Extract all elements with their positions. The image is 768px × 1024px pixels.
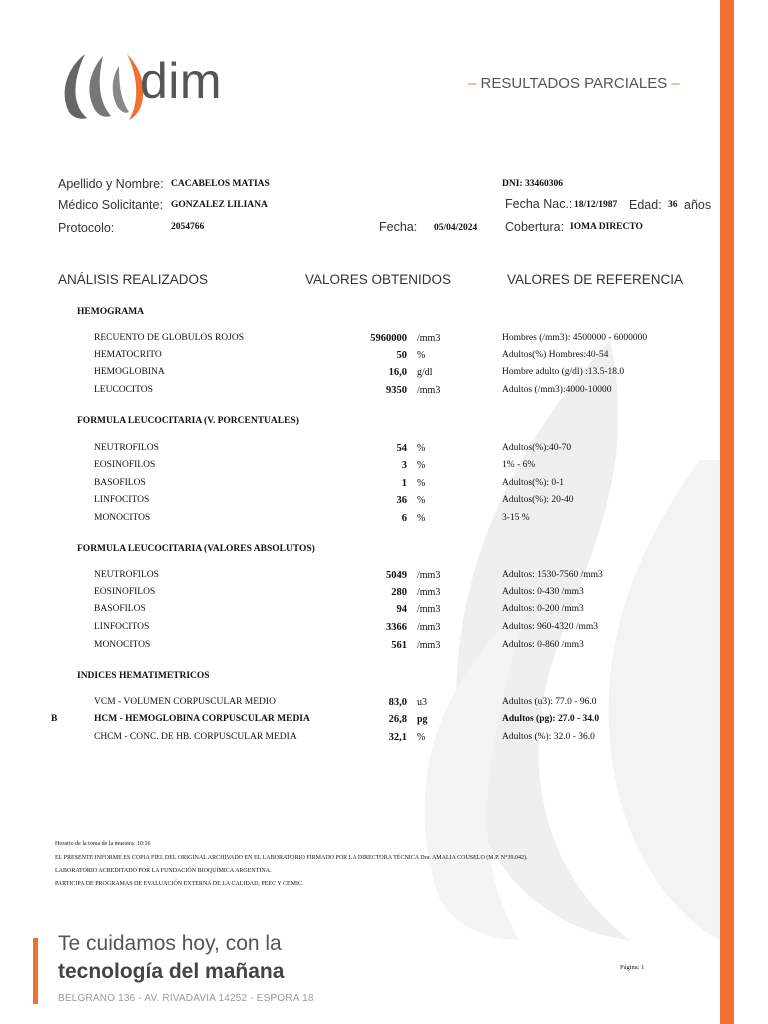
birth-label: Fecha Nac.: bbox=[505, 197, 573, 211]
result-name: HEMATOCRITO bbox=[94, 350, 162, 360]
date-label: Fecha: bbox=[379, 220, 418, 234]
result-reference: Adultos (pg): 27.0 - 34.0 bbox=[502, 714, 600, 724]
age-label: Edad: bbox=[629, 198, 662, 212]
doctor-label: Médico Solicitante: bbox=[58, 198, 163, 212]
footnote-copy-statement: EL PRESENTE INFORME ES COPIA FIEL DEL ORIGINAL ARCHIVADO EN EL LABORATORIO FIRMADO POR LA DIRECTORA TÉCNICA Dra. AMALIA COUSELO (M.P. N°39.042). bbox=[55, 855, 528, 861]
result-value: 36 bbox=[396, 495, 407, 506]
footnote-accreditation: LABORATORIO ACREDITADO POR LA FUNDACIÓN BIOQUÍMICA ARGENTINA. bbox=[55, 868, 272, 874]
coverage-label: Cobertura: bbox=[505, 220, 565, 234]
result-value: 6 bbox=[401, 513, 407, 524]
title-dash-right: – bbox=[671, 75, 680, 92]
protocol-number: 2054766 bbox=[171, 222, 205, 232]
result-value: 16,0 bbox=[388, 367, 407, 378]
result-unit: % bbox=[417, 732, 426, 743]
result-value: 5049 bbox=[386, 570, 407, 581]
result-value: 26,8 bbox=[388, 714, 407, 725]
result-name: NEUTROFILOS bbox=[94, 443, 159, 453]
result-reference: 1% - 6% bbox=[502, 460, 536, 470]
coverage-value: IOMA DIRECTO bbox=[570, 222, 643, 232]
result-reference: Adultos (%): 32.0 - 36.0 bbox=[502, 732, 595, 742]
result-unit: pg bbox=[417, 714, 428, 725]
result-value: 280 bbox=[391, 587, 407, 598]
footer-accent-bar bbox=[33, 938, 38, 1004]
age-value: 36 bbox=[668, 200, 678, 210]
column-header-analysis: ANÁLISIS REALIZADOS bbox=[58, 272, 209, 287]
result-reference: Adultos (u3): 77.0 - 96.0 bbox=[502, 697, 597, 707]
result-reference: Adultos(%) Hombres:40-54 bbox=[502, 350, 609, 360]
result-reference: Adultos: 960-4320 /mm3 bbox=[502, 622, 599, 632]
result-unit: /mm3 bbox=[417, 640, 441, 651]
result-unit: /mm3 bbox=[417, 570, 441, 581]
result-value: 561 bbox=[391, 640, 407, 651]
result-reference: Adultos: 1530-7560 /mm3 bbox=[502, 570, 603, 580]
section-title-hemograma: HEMOGRAMA bbox=[77, 307, 145, 317]
result-name: BASOFILOS bbox=[94, 478, 146, 488]
result-name: CHCM - CONC. DE HB. CORPUSCULAR MEDIA bbox=[94, 732, 297, 742]
result-row bbox=[0, 333, 720, 347]
result-name: MONOCITOS bbox=[94, 513, 151, 523]
result-reference: Adultos: 0-430 /mm3 bbox=[502, 587, 584, 597]
result-row bbox=[0, 732, 720, 746]
result-row bbox=[0, 385, 720, 399]
result-value: 3366 bbox=[386, 622, 407, 633]
patient-dni: DNI: 33460306 bbox=[502, 179, 563, 189]
result-name: HCM - HEMOGLOBINA CORPUSCULAR MEDIA bbox=[94, 714, 310, 724]
result-reference: Adultos: 0-200 /mm3 bbox=[502, 604, 584, 614]
result-flag: B bbox=[51, 714, 58, 724]
footnote-sample-time: Horario de la toma de la muestra: 10:16 bbox=[55, 841, 151, 847]
result-unit: /mm3 bbox=[417, 604, 441, 615]
result-value: 50 bbox=[396, 350, 407, 361]
result-name: MONOCITOS bbox=[94, 640, 151, 650]
result-row bbox=[0, 367, 720, 381]
result-name: LINFOCITOS bbox=[94, 495, 150, 505]
result-value: 3 bbox=[401, 460, 407, 471]
column-header-values: VALORES OBTENIDOS bbox=[305, 272, 452, 287]
result-row bbox=[0, 587, 720, 601]
result-unit: /mm3 bbox=[417, 622, 441, 633]
result-value: 94 bbox=[396, 604, 407, 615]
result-reference: Adultos(%): 20-40 bbox=[502, 495, 574, 505]
result-row bbox=[0, 350, 720, 364]
birth-date: 18/12/1987 bbox=[574, 200, 618, 210]
protocol-label: Protocolo: bbox=[58, 221, 115, 235]
result-unit: % bbox=[417, 495, 426, 506]
result-unit: u3 bbox=[417, 697, 427, 708]
result-row bbox=[0, 513, 720, 527]
result-unit: % bbox=[417, 513, 426, 524]
result-unit: % bbox=[417, 443, 426, 454]
result-reference: Adultos(%): 0-1 bbox=[502, 478, 565, 488]
result-row bbox=[0, 622, 720, 636]
result-value: 1 bbox=[401, 478, 407, 489]
result-row bbox=[0, 443, 720, 457]
result-unit: g/dl bbox=[417, 367, 433, 378]
page-margin bbox=[734, 0, 768, 1024]
section-title-formula-absolute: FORMULA LEUCOCITARIA (VALORES ABSOLUTOS) bbox=[77, 544, 315, 554]
result-reference: Hombres (/mm3): 4500000 - 6000000 bbox=[502, 333, 648, 343]
result-value: 32,1 bbox=[388, 732, 407, 743]
result-row bbox=[0, 570, 720, 584]
result-reference: Adultos(%):40-70 bbox=[502, 443, 572, 453]
result-name: VCM - VOLUMEN CORPUSCULAR MEDIO bbox=[94, 697, 276, 707]
footer-address: BELGRANO 136 - AV. RIVADAVIA 14252 - ESPORA 18 bbox=[58, 993, 314, 1004]
result-row bbox=[0, 640, 720, 654]
section-title-formula-percent: FORMULA LEUCOCITARIA (V. PORCENTUALES) bbox=[77, 416, 299, 426]
doctor-name: GONZALEZ LILIANA bbox=[171, 200, 268, 210]
result-value: 5960000 bbox=[370, 333, 407, 344]
result-name: NEUTROFILOS bbox=[94, 570, 159, 580]
result-value: 9350 bbox=[386, 385, 407, 396]
result-row bbox=[0, 697, 720, 711]
result-unit: % bbox=[417, 460, 426, 471]
report-title bbox=[468, 75, 680, 92]
result-row-flagged bbox=[0, 714, 720, 728]
result-unit: % bbox=[417, 478, 426, 489]
result-name: EOSINOFILOS bbox=[94, 460, 156, 470]
result-name: LEUCOCITOS bbox=[94, 385, 153, 395]
result-reference: Hombre adulto (g/dl) :13.5-18.0 bbox=[502, 367, 625, 377]
page-number: Página: 1 bbox=[620, 964, 645, 971]
result-unit: % bbox=[417, 350, 426, 361]
title-dash-left: – bbox=[468, 75, 477, 92]
result-name: BASOFILOS bbox=[94, 604, 146, 614]
result-name: EOSINOFILOS bbox=[94, 587, 156, 597]
result-unit: /mm3 bbox=[417, 385, 441, 396]
side-accent-bar bbox=[720, 0, 734, 1024]
result-row bbox=[0, 460, 720, 474]
result-value: 83,0 bbox=[388, 697, 407, 708]
result-value: 54 bbox=[396, 443, 407, 454]
result-row bbox=[0, 604, 720, 618]
result-reference: 3-15 % bbox=[502, 513, 530, 523]
result-unit: /mm3 bbox=[417, 587, 441, 598]
column-header-reference: VALORES DE REFERENCIA bbox=[507, 272, 684, 287]
name-label: Apellido y Nombre: bbox=[58, 177, 164, 191]
result-name: HEMOGLOBINA bbox=[94, 367, 165, 377]
result-row bbox=[0, 478, 720, 492]
age-unit: años bbox=[684, 198, 712, 212]
section-title-indices: INDICES HEMATIMETRICOS bbox=[77, 671, 210, 681]
result-reference: Adultos (/mm3):4000-10000 bbox=[502, 385, 612, 395]
report-title-text: RESULTADOS PARCIALES bbox=[480, 75, 668, 92]
result-unit: /mm3 bbox=[417, 333, 441, 344]
patient-name: CACABELOS MATIAS bbox=[171, 179, 270, 189]
report-date: 05/04/2024 bbox=[434, 223, 478, 233]
footer-slogan-line1: Te cuidamos hoy, con la bbox=[58, 932, 282, 955]
logo-wordmark: dim bbox=[140, 53, 223, 109]
result-row bbox=[0, 495, 720, 509]
result-name: LINFOCITOS bbox=[94, 622, 150, 632]
footer-slogan-line2: tecnología del mañana bbox=[58, 960, 285, 983]
footnote-quality-programs: PARTICIPA DE PROGRAMAS DE EVALUACIÓN EXTERNA DE LA CALIDAD, PEEC Y CEMIC. bbox=[55, 881, 304, 887]
result-reference: Adultos: 0-860 /mm3 bbox=[502, 640, 584, 650]
result-name: RECUENTO DE GLOBULOS ROJOS bbox=[94, 333, 244, 343]
